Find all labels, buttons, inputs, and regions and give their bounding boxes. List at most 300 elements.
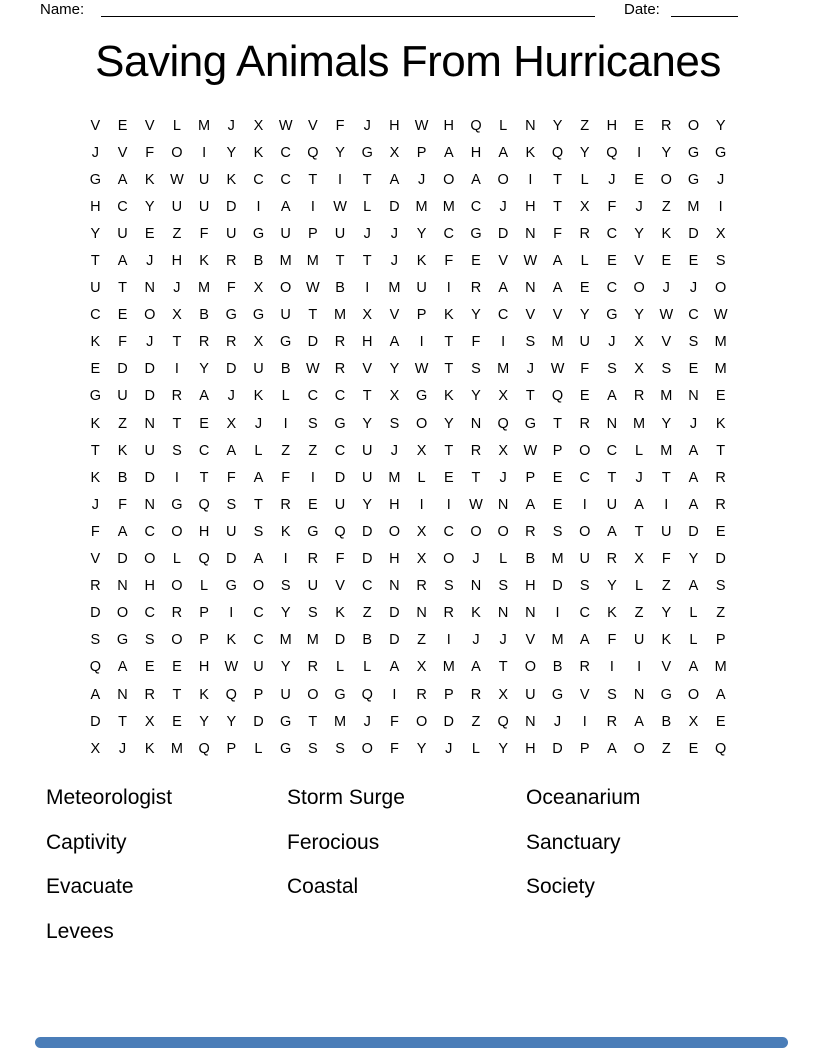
grid-cell: W: [333, 198, 347, 215]
grid-cell: Y: [389, 361, 400, 378]
grid-cell: K: [226, 171, 237, 188]
grid-cell: O: [361, 740, 373, 757]
grid-cell: H: [389, 496, 400, 513]
grid-cell: Q: [551, 388, 564, 405]
grid-cell: X: [498, 686, 508, 703]
grid-cell: D: [90, 713, 101, 730]
grid-cell: C: [579, 605, 590, 622]
grid-cell: C: [280, 144, 291, 161]
grid-cell: O: [497, 523, 509, 540]
grid-cell: O: [579, 523, 591, 540]
grid-cell: J: [499, 632, 507, 649]
grid-cell: O: [497, 171, 509, 188]
grid-cell: N: [497, 496, 509, 513]
grid-cell: J: [146, 334, 154, 351]
grid-cell: E: [172, 713, 182, 730]
grid-cell: M: [388, 280, 401, 297]
grid-cell: S: [280, 578, 291, 595]
grid-cell: T: [444, 334, 454, 351]
grid-cell: P: [525, 469, 536, 486]
grid-cell: R: [715, 469, 726, 486]
grid-cell: A: [471, 171, 481, 188]
grid-cell: G: [334, 415, 346, 432]
grid-cell: T: [444, 361, 454, 378]
grid-cell: R: [606, 713, 618, 730]
grid-cell: W: [306, 361, 320, 378]
grid-cell: C: [606, 442, 618, 459]
grid-cell: A: [253, 551, 264, 568]
grid-cell: R: [661, 117, 672, 134]
grid-cell: U: [144, 442, 155, 459]
grid-cell: R: [579, 659, 590, 676]
grid-cell: G: [252, 307, 265, 324]
grid-cell: X: [416, 551, 427, 568]
grid-cell: R: [226, 334, 237, 351]
grid-cell: T: [172, 334, 182, 351]
grid-cell: R: [307, 659, 319, 676]
grid-cell: N: [525, 225, 536, 242]
grid-cell: D: [144, 361, 155, 378]
grid-cell: O: [171, 578, 183, 595]
grid-cell: K: [144, 740, 155, 757]
grid-cell: Y: [661, 144, 672, 161]
grid-cell: T: [118, 280, 127, 297]
grid-cell: S: [226, 496, 237, 513]
grid-cell: U: [416, 280, 427, 297]
grid-cell: K: [117, 442, 128, 459]
grid-cell: Y: [416, 225, 427, 242]
grid-cell: L: [471, 740, 480, 757]
grid-cell: H: [389, 551, 400, 568]
grid-cell: A: [117, 659, 128, 676]
grid-cell: A: [471, 659, 481, 676]
grid-cell: T: [90, 253, 100, 270]
grid-row: [82, 681, 735, 708]
grid-row: [82, 329, 735, 356]
grid-cell: R: [470, 686, 482, 703]
grid-cell: E: [607, 253, 617, 270]
grid-cell: C: [334, 388, 346, 405]
grid-cell: J: [445, 740, 453, 757]
grid-cell: A: [688, 659, 699, 676]
grid-cell: M: [198, 117, 211, 134]
grid-cell: C: [606, 225, 618, 242]
grid-cell: S: [389, 415, 400, 432]
grid-cell: C: [470, 198, 482, 215]
grid-cell: J: [363, 117, 371, 134]
grid-cell: F: [389, 713, 399, 730]
grid-cell: L: [254, 740, 263, 757]
grid-cell: Y: [634, 307, 644, 324]
grid-cell: G: [415, 388, 428, 405]
grid-cell: I: [310, 198, 315, 215]
grid-cell: A: [498, 144, 508, 161]
grid-cell: R: [90, 578, 101, 595]
grid-cell: A: [443, 144, 454, 161]
grid-cell: A: [607, 740, 617, 757]
grid-cell: T: [118, 713, 127, 730]
grid-cell: S: [172, 442, 182, 459]
grid-cell: Z: [281, 442, 291, 459]
grid-cell: P: [715, 632, 726, 649]
grid-cell: P: [199, 632, 209, 649]
grid-cell: B: [199, 307, 209, 324]
grid-cell: J: [390, 442, 399, 459]
grid-cell: G: [361, 144, 373, 161]
grid-cell: U: [579, 551, 590, 568]
grid-cell: D: [117, 551, 128, 568]
grid-cell: G: [225, 578, 237, 595]
grid-cell: J: [662, 280, 670, 297]
grid-cell: E: [144, 225, 155, 242]
grid-cell: A: [389, 334, 400, 351]
grid-cell: I: [419, 334, 424, 351]
grid-cell: R: [470, 280, 482, 297]
grid-cell: Y: [226, 144, 237, 161]
grid-cell: L: [281, 388, 290, 405]
grid-cell: N: [688, 388, 699, 405]
grid-cell: D: [443, 713, 455, 730]
word-item: Captivity: [46, 830, 127, 854]
grid-cell: M: [714, 659, 727, 676]
grid-cell: G: [89, 388, 101, 405]
grid-cell: R: [715, 496, 726, 513]
grid-cell: U: [307, 578, 319, 595]
grid-cell: S: [607, 686, 617, 703]
grid-cell: I: [501, 334, 506, 351]
grid-cell: K: [226, 632, 237, 649]
grid-cell: O: [715, 280, 727, 297]
grid-cell: G: [171, 496, 183, 513]
grid-cell: M: [279, 253, 292, 270]
grid-cell: D: [361, 551, 373, 568]
grid-cell: N: [416, 605, 427, 622]
grid-cell: A: [579, 632, 590, 649]
grid-cell: R: [416, 686, 427, 703]
grid-cell: I: [365, 280, 370, 297]
grid-cell: W: [278, 117, 293, 134]
grid-cell: B: [525, 551, 536, 568]
grid-cell: I: [338, 171, 343, 188]
grid-cell: C: [144, 605, 155, 622]
word-item: Coastal: [287, 875, 359, 899]
grid-cell: U: [226, 523, 237, 540]
grid-cell: D: [253, 713, 264, 730]
grid-cell: X: [416, 442, 427, 459]
grid-cell: G: [715, 144, 727, 161]
grid-cell: P: [253, 686, 264, 703]
grid-cell: M: [633, 415, 646, 432]
grid-cell: G: [334, 686, 346, 703]
grid-cell: E: [199, 415, 209, 432]
grid-cell: J: [390, 253, 399, 270]
grid-cell: N: [117, 686, 128, 703]
grid-cell: L: [254, 442, 263, 459]
grid-cell: A: [607, 388, 617, 405]
grid-cell: A: [715, 686, 726, 703]
grid-cell: Q: [497, 415, 509, 432]
grid-cell: H: [144, 578, 155, 595]
grid-cell: D: [389, 198, 400, 215]
grid-cell: J: [499, 469, 507, 486]
grid-cell: F: [661, 551, 671, 568]
grid-cell: U: [253, 361, 264, 378]
grid-cell: U: [280, 686, 291, 703]
grid-cell: U: [171, 198, 183, 215]
grid-cell: O: [415, 415, 428, 432]
grid-cell: U: [334, 225, 346, 242]
grid-cell: O: [443, 171, 455, 188]
grid-cell: V: [552, 307, 563, 324]
grid-cell: S: [253, 523, 264, 540]
grid-cell: E: [552, 496, 563, 513]
word-item: Sanctuary: [526, 830, 621, 854]
grid-cell: E: [579, 280, 590, 297]
grid-cell: J: [390, 225, 399, 242]
grid-cell: H: [606, 117, 618, 134]
grid-cell: K: [661, 632, 672, 649]
grid-cell: X: [498, 388, 508, 405]
grid-cell: I: [637, 659, 642, 676]
grid-row: [82, 600, 735, 627]
grid-cell: T: [90, 442, 100, 459]
grid-cell: D: [334, 469, 346, 486]
grid-cell: K: [335, 605, 345, 622]
grid-cell: Y: [362, 415, 373, 432]
grid-cell: V: [498, 253, 508, 270]
grid-cell: X: [634, 334, 644, 351]
grid-cell: C: [253, 171, 264, 188]
grid-cell: K: [416, 253, 427, 270]
grid-cell: S: [308, 740, 318, 757]
grid-cell: G: [280, 334, 292, 351]
grid-cell: A: [634, 713, 644, 730]
grid-cell: R: [307, 551, 319, 568]
grid-cell: O: [415, 713, 428, 730]
grid-cell: C: [144, 523, 155, 540]
grid-cell: L: [200, 578, 209, 595]
grid-cell: G: [280, 740, 292, 757]
grid-row: [82, 627, 735, 654]
grid-cell: G: [524, 415, 536, 432]
grid-cell: X: [144, 713, 155, 730]
grid-cell: V: [525, 632, 536, 649]
grid-cell: J: [227, 388, 235, 405]
grid-cell: Z: [661, 578, 671, 595]
grid-cell: B: [362, 632, 373, 649]
grid-cell: J: [472, 551, 480, 568]
grid-cell: V: [90, 551, 101, 568]
grid-cell: M: [497, 361, 510, 378]
grid-cell: F: [607, 632, 617, 649]
grid-cell: C: [579, 469, 590, 486]
grid-cell: R: [579, 415, 590, 432]
grid-cell: X: [389, 144, 400, 161]
grid-cell: W: [306, 280, 320, 297]
grid-cell: V: [661, 659, 672, 676]
grid-cell: Q: [225, 686, 237, 703]
grid-cell: Y: [471, 388, 481, 405]
grid-cell: E: [661, 253, 672, 270]
grid-cell: S: [443, 578, 454, 595]
grid-cell: E: [634, 117, 644, 134]
grid-cell: C: [606, 280, 618, 297]
grid-cell: M: [551, 632, 564, 649]
grid-cell: N: [525, 117, 536, 134]
grid-cell: Y: [280, 659, 291, 676]
name-label: Name:: [40, 1, 85, 18]
grid-cell: L: [417, 469, 426, 486]
grid-cell: C: [443, 225, 455, 242]
grid-cell: U: [198, 171, 210, 188]
grid-cell: P: [199, 605, 209, 622]
grid-cell: B: [335, 280, 345, 297]
grid-cell: N: [144, 415, 155, 432]
grid-cell: C: [688, 307, 699, 324]
grid-cell: R: [171, 388, 183, 405]
grid-cell: U: [334, 496, 346, 513]
grid-cell: C: [443, 523, 455, 540]
grid-cell: M: [442, 198, 455, 215]
grid-cell: E: [579, 388, 590, 405]
grid-cell: A: [90, 686, 101, 703]
word-item: Society: [526, 875, 595, 899]
grid-cell: O: [171, 632, 183, 649]
grid-cell: V: [634, 253, 644, 270]
grid-cell: K: [90, 415, 101, 432]
grid-cell: O: [443, 551, 455, 568]
word-item: Ferocious: [287, 830, 380, 854]
grid-cell: J: [363, 225, 371, 242]
grid-cell: O: [144, 307, 156, 324]
grid-cell: N: [389, 578, 400, 595]
grid-cell: A: [688, 578, 699, 595]
grid-cell: T: [362, 171, 372, 188]
grid-cell: N: [606, 415, 618, 432]
grid-cell: Y: [416, 740, 427, 757]
grid-cell: O: [687, 686, 700, 703]
grid-cell: Y: [607, 578, 617, 595]
grid-cell: G: [307, 523, 319, 540]
grid-cell: K: [144, 171, 155, 188]
grid-cell: J: [227, 117, 235, 134]
grid-cell: Y: [688, 551, 699, 568]
grid-cell: W: [523, 442, 538, 459]
grid-cell: M: [714, 334, 727, 351]
grid-cell: X: [253, 117, 264, 134]
grid-cell: E: [688, 253, 699, 270]
footer-bar: [35, 1037, 788, 1048]
grid-cell: S: [579, 578, 590, 595]
grid-cell: D: [307, 334, 319, 351]
grid-cell: M: [306, 253, 319, 270]
grid-cell: O: [307, 686, 319, 703]
grid-cell: M: [198, 280, 211, 297]
grid-cell: C: [253, 605, 264, 622]
grid-cell: X: [362, 307, 373, 324]
grid-cell: W: [414, 361, 429, 378]
grid-cell: S: [607, 361, 617, 378]
grid-cell: P: [416, 144, 427, 161]
grid-cell: V: [117, 144, 128, 161]
grid-cell: D: [552, 740, 563, 757]
grid-cell: F: [580, 361, 590, 378]
grid-cell: X: [90, 740, 101, 757]
grid-cell: P: [416, 307, 427, 324]
grid-cell: V: [661, 334, 672, 351]
grid-cell: W: [523, 253, 538, 270]
grid-cell: K: [443, 307, 454, 324]
grid-cell: C: [307, 388, 319, 405]
grid-cell: T: [199, 469, 209, 486]
grid-cell: Z: [661, 198, 671, 215]
grid-cell: S: [335, 740, 345, 757]
grid-cell: A: [688, 469, 699, 486]
grid-cell: I: [310, 469, 315, 486]
grid-cell: N: [470, 578, 482, 595]
grid-cell: I: [446, 632, 451, 649]
grid-cell: G: [687, 171, 700, 188]
grid-cell: H: [525, 578, 536, 595]
grid-cell: K: [90, 334, 101, 351]
grid-cell: D: [334, 632, 346, 649]
grid-cell: Q: [198, 740, 210, 757]
grid-cell: Y: [661, 415, 672, 432]
grid-cell: O: [116, 605, 129, 622]
grid-cell: C: [497, 307, 509, 324]
grid-row: [82, 275, 735, 302]
grid-cell: T: [444, 442, 454, 459]
grid-cell: A: [117, 523, 128, 540]
grid-cell: Y: [498, 740, 508, 757]
grid-cell: X: [389, 388, 400, 405]
grid-cell: U: [525, 686, 536, 703]
grid-cell: A: [389, 659, 400, 676]
grid-cell: V: [362, 361, 373, 378]
grid-cell: O: [524, 659, 536, 676]
grid-cell: J: [363, 713, 371, 730]
grid-cell: K: [471, 605, 481, 622]
grid-cell: D: [117, 361, 128, 378]
grid-cell: J: [417, 171, 426, 188]
grid-cell: N: [525, 605, 536, 622]
grid-cell: P: [579, 740, 590, 757]
grid-cell: Q: [89, 659, 101, 676]
grid-cell: R: [334, 361, 346, 378]
grid-cell: Y: [335, 144, 345, 161]
grid-cell: J: [717, 171, 725, 188]
grid-cell: A: [117, 253, 128, 270]
grid-cell: U: [117, 225, 128, 242]
grid-cell: C: [117, 198, 128, 215]
grid-cell: D: [226, 198, 237, 215]
grid-cell: E: [715, 388, 726, 405]
grid-cell: R: [606, 551, 618, 568]
grid-cell: M: [551, 334, 564, 351]
grid-cell: P: [443, 686, 454, 703]
grid-cell: X: [634, 361, 644, 378]
grid-cell: F: [118, 496, 127, 513]
grid-cell: I: [283, 551, 288, 568]
grid-cell: F: [389, 740, 399, 757]
grid-cell: A: [389, 171, 400, 188]
word-item: Oceanarium: [526, 786, 641, 809]
grid-cell: F: [335, 117, 345, 134]
date-label: Date:: [624, 1, 660, 18]
grid-cell: E: [634, 171, 644, 188]
grid-cell: F: [90, 523, 100, 540]
grid-cell: S: [144, 632, 155, 649]
